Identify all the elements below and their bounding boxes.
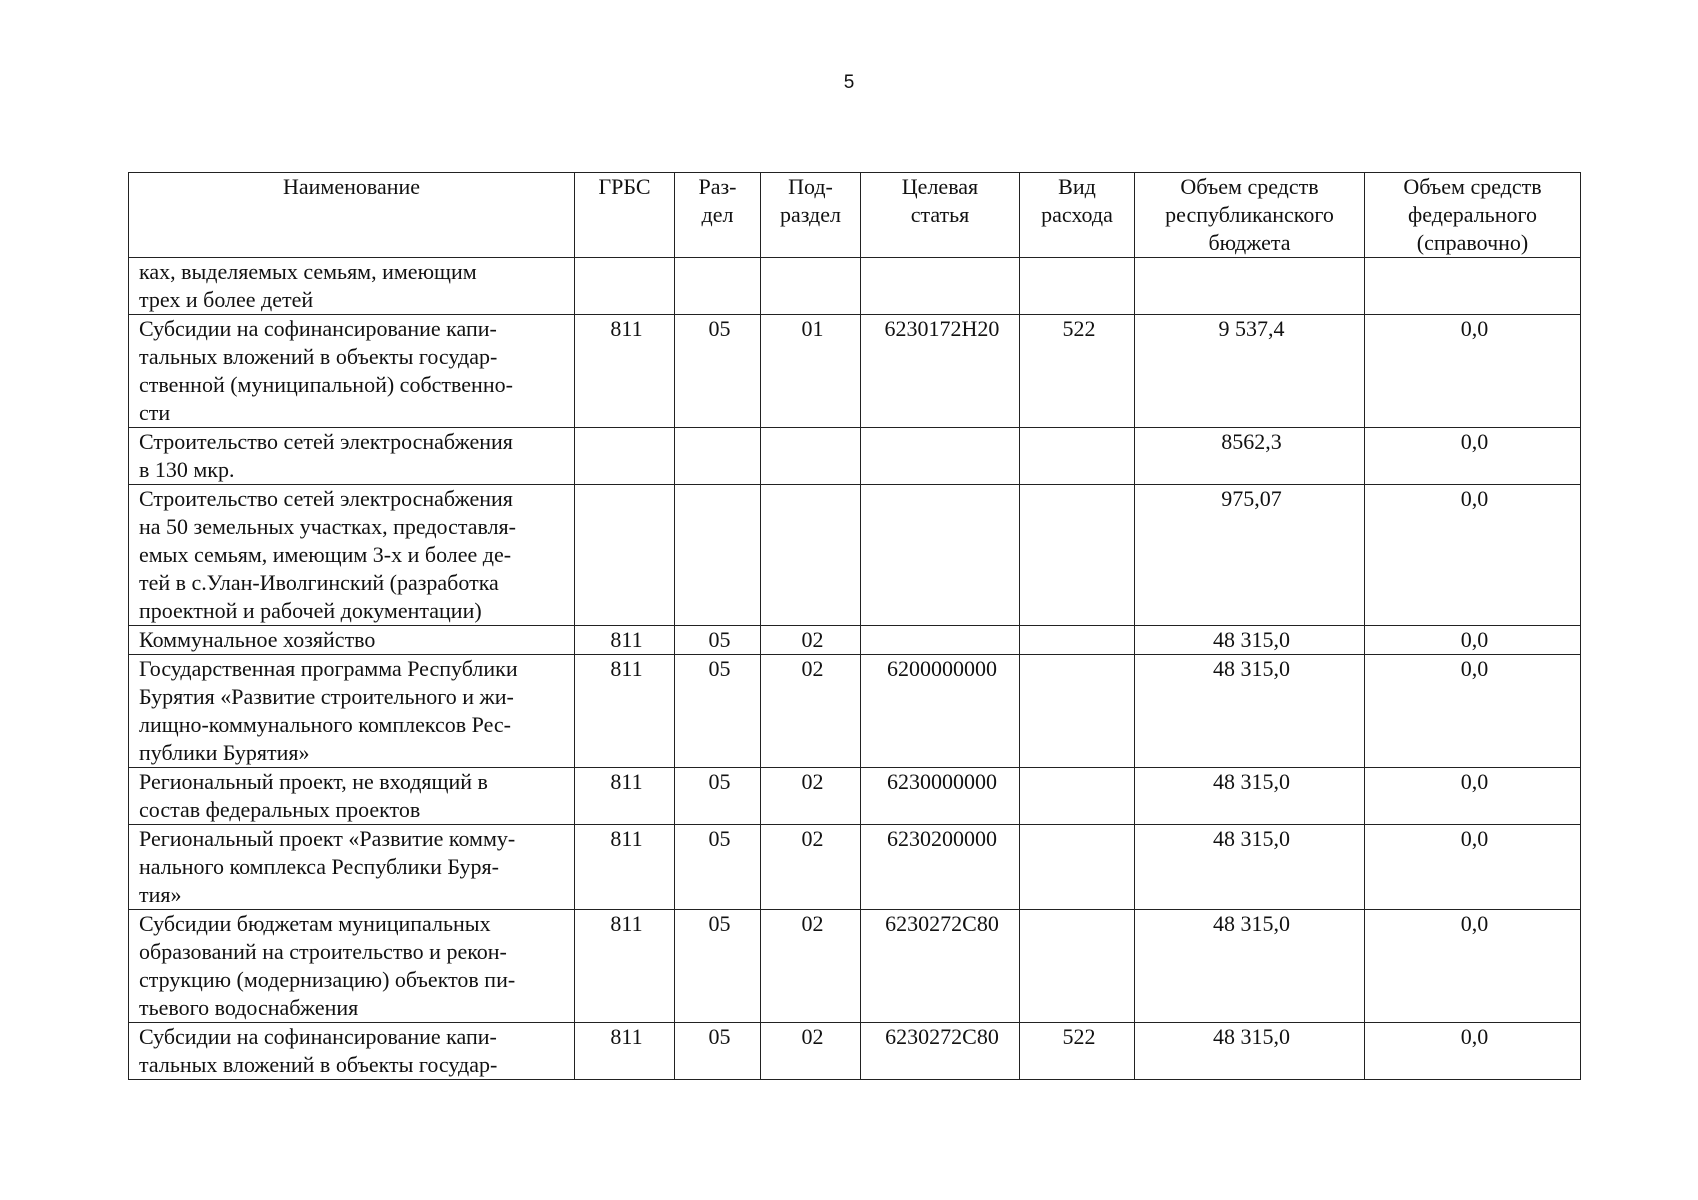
cell-rep-budget: 48 315,0 bbox=[1135, 655, 1365, 768]
cell-podrazdel bbox=[761, 485, 861, 626]
table-row bbox=[129, 768, 1581, 825]
cell-name: Субсидии бюджетам муниципальных образований на строительство и рекон- струкцию (модернизацию) объектов пи- тьевого водоснабжения bbox=[129, 910, 575, 1023]
cell-razdel: 05 bbox=[675, 1023, 761, 1080]
cell-razdel: 05 bbox=[675, 655, 761, 768]
cell-grbs bbox=[575, 485, 675, 626]
cell-vid bbox=[1020, 485, 1135, 626]
cell-podrazdel: 01 bbox=[761, 315, 861, 428]
cell-target: 6200000000 bbox=[861, 655, 1020, 768]
cell-podrazdel: 02 bbox=[761, 626, 861, 655]
cell-name: Региональный проект, не входящий в состав федеральных проектов bbox=[129, 768, 575, 825]
cell-name: Государственная программа Республики Бурятия «Развитие строительного и жи- лищно-коммунального комплексов Рес- публики Бурятия» bbox=[129, 655, 575, 768]
header-rep-budget: Объем средств республиканского бюджета bbox=[1135, 173, 1365, 258]
table-row bbox=[129, 485, 1581, 626]
header-fed-budget: Объем средств федерального (справочно) bbox=[1365, 173, 1581, 258]
cell-target: 6230000000 bbox=[861, 768, 1020, 825]
cell-rep-budget: 975,07 bbox=[1135, 485, 1365, 626]
cell-fed-budget: 0,0 bbox=[1365, 626, 1581, 655]
header-vid: Вид расхода bbox=[1020, 173, 1135, 258]
cell-fed-budget: 0,0 bbox=[1365, 315, 1581, 428]
table-row bbox=[129, 910, 1581, 1023]
header-podrazdel: Под- раздел bbox=[761, 173, 861, 258]
table-row bbox=[129, 315, 1581, 428]
cell-grbs: 811 bbox=[575, 910, 675, 1023]
cell-vid bbox=[1020, 910, 1135, 1023]
header-row bbox=[129, 173, 1581, 258]
cell-razdel: 05 bbox=[675, 910, 761, 1023]
cell-target: 6230272C80 bbox=[861, 1023, 1020, 1080]
table-row bbox=[129, 655, 1581, 768]
cell-rep-budget bbox=[1135, 258, 1365, 315]
cell-vid bbox=[1020, 825, 1135, 910]
cell-name: Субсидии на софинансирование капи- тальных вложений в объекты государ- ственной (муниципальной) собственно- сти bbox=[129, 315, 575, 428]
cell-fed-budget: 0,0 bbox=[1365, 1023, 1581, 1080]
cell-grbs: 811 bbox=[575, 626, 675, 655]
cell-target: 6230200000 bbox=[861, 825, 1020, 910]
cell-podrazdel: 02 bbox=[761, 768, 861, 825]
cell-grbs: 811 bbox=[575, 655, 675, 768]
table-body bbox=[129, 258, 1581, 1080]
cell-rep-budget: 48 315,0 bbox=[1135, 768, 1365, 825]
cell-vid bbox=[1020, 258, 1135, 315]
cell-grbs: 811 bbox=[575, 315, 675, 428]
cell-grbs: 811 bbox=[575, 1023, 675, 1080]
cell-grbs bbox=[575, 428, 675, 485]
cell-fed-budget: 0,0 bbox=[1365, 825, 1581, 910]
cell-grbs: 811 bbox=[575, 768, 675, 825]
cell-name: Строительство сетей электроснабжения в 130 мкр. bbox=[129, 428, 575, 485]
cell-vid bbox=[1020, 655, 1135, 768]
cell-fed-budget: 0,0 bbox=[1365, 428, 1581, 485]
cell-vid: 522 bbox=[1020, 1023, 1135, 1080]
cell-razdel: 05 bbox=[675, 315, 761, 428]
cell-vid: 522 bbox=[1020, 315, 1135, 428]
cell-target bbox=[861, 485, 1020, 626]
cell-podrazdel: 02 bbox=[761, 825, 861, 910]
cell-fed-budget: 0,0 bbox=[1365, 485, 1581, 626]
cell-target bbox=[861, 626, 1020, 655]
table-header bbox=[129, 173, 1581, 258]
cell-target: 6230272C80 bbox=[861, 910, 1020, 1023]
cell-razdel: 05 bbox=[675, 768, 761, 825]
cell-rep-budget: 48 315,0 bbox=[1135, 910, 1365, 1023]
cell-rep-budget: 48 315,0 bbox=[1135, 626, 1365, 655]
cell-podrazdel: 02 bbox=[761, 655, 861, 768]
table-row bbox=[129, 428, 1581, 485]
header-razdel: Раз- дел bbox=[675, 173, 761, 258]
cell-podrazdel: 02 bbox=[761, 1023, 861, 1080]
cell-name: Субсидии на софинансирование капи- тальных вложений в объекты государ- bbox=[129, 1023, 575, 1080]
cell-vid bbox=[1020, 768, 1135, 825]
header-name: Наименование bbox=[129, 173, 575, 258]
cell-rep-budget: 9 537,4 bbox=[1135, 315, 1365, 428]
cell-target bbox=[861, 258, 1020, 315]
cell-podrazdel: 02 bbox=[761, 910, 861, 1023]
cell-fed-budget bbox=[1365, 258, 1581, 315]
cell-podrazdel bbox=[761, 258, 861, 315]
cell-rep-budget: 48 315,0 bbox=[1135, 1023, 1365, 1080]
cell-name: Региональный проект «Развитие комму- нального комплекса Республики Буря- тия» bbox=[129, 825, 575, 910]
cell-razdel: 05 bbox=[675, 825, 761, 910]
cell-rep-budget: 48 315,0 bbox=[1135, 825, 1365, 910]
header-grbs: ГРБС bbox=[575, 173, 675, 258]
cell-vid bbox=[1020, 428, 1135, 485]
table-row bbox=[129, 258, 1581, 315]
cell-target bbox=[861, 428, 1020, 485]
cell-target: 6230172H20 bbox=[861, 315, 1020, 428]
cell-fed-budget: 0,0 bbox=[1365, 910, 1581, 1023]
cell-name: Коммунальное хозяйство bbox=[129, 626, 575, 655]
table-row bbox=[129, 1023, 1581, 1080]
cell-podrazdel bbox=[761, 428, 861, 485]
cell-rep-budget: 8562,3 bbox=[1135, 428, 1365, 485]
cell-vid bbox=[1020, 626, 1135, 655]
cell-grbs: 811 bbox=[575, 825, 675, 910]
cell-razdel: 05 bbox=[675, 626, 761, 655]
cell-razdel bbox=[675, 485, 761, 626]
budget-table bbox=[128, 172, 1581, 1080]
table-row bbox=[129, 825, 1581, 910]
cell-razdel bbox=[675, 258, 761, 315]
table-row bbox=[129, 626, 1581, 655]
page-number: 5 bbox=[843, 72, 855, 93]
cell-name: Строительство сетей электроснабжения на 50 земельных участках, предоставля- емых семьям, имеющим 3-х и более де- тей в с.Улан-Иволгинский (разработка проектной и рабочей документации) bbox=[129, 485, 575, 626]
cell-grbs bbox=[575, 258, 675, 315]
cell-razdel bbox=[675, 428, 761, 485]
cell-fed-budget: 0,0 bbox=[1365, 768, 1581, 825]
cell-fed-budget: 0,0 bbox=[1365, 655, 1581, 768]
header-target: Целевая статья bbox=[861, 173, 1020, 258]
cell-name: ках, выделяемых семьям, имеющим трех и более детей bbox=[129, 258, 575, 315]
